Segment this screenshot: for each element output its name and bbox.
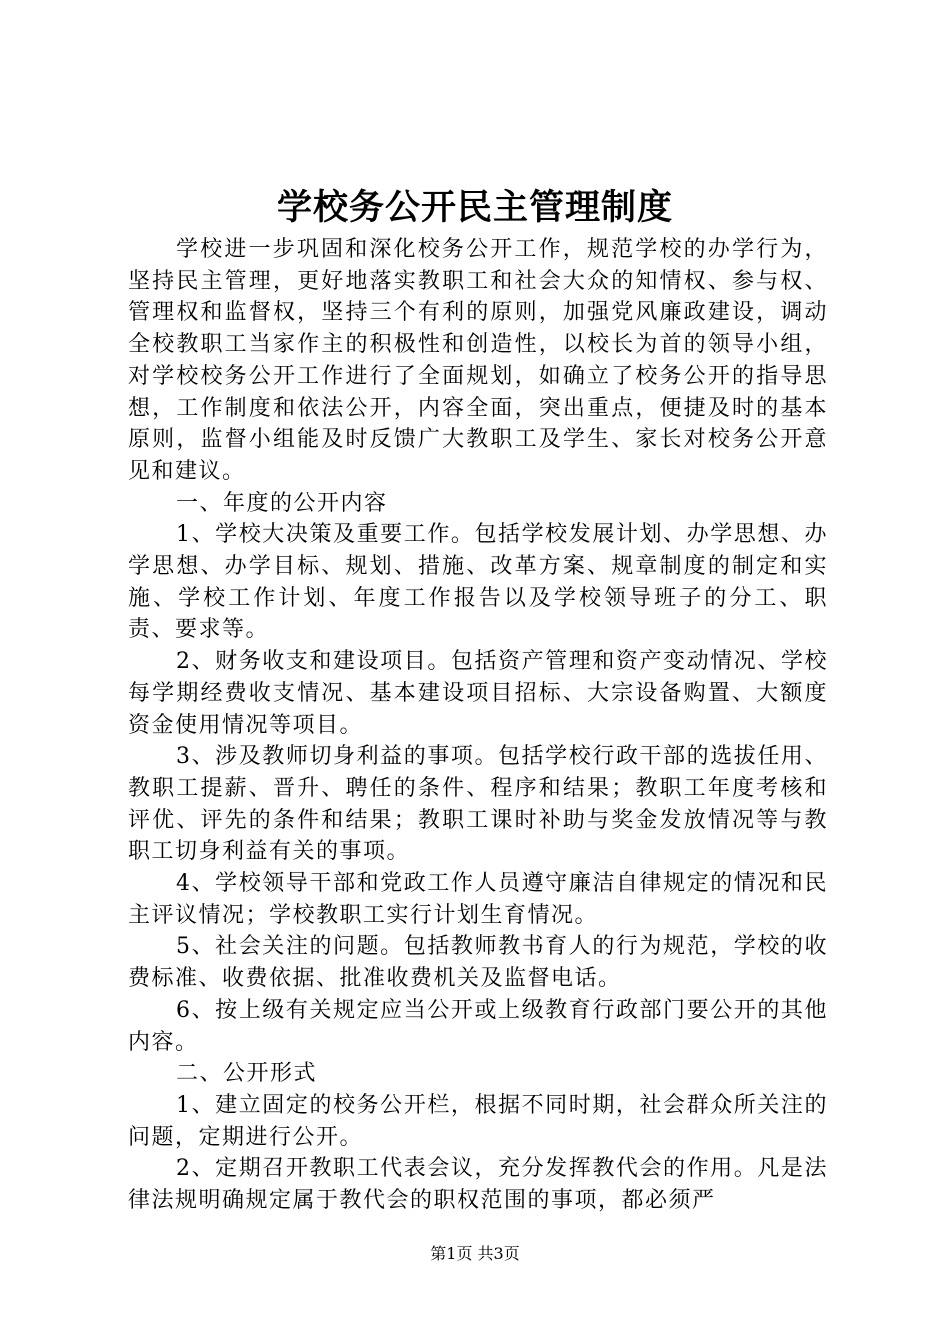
paragraph-form-1: 1、建立固定的校务公开栏，根据不同时期，社会群众所关注的问题，定期进行公开。 — [128, 1092, 828, 1150]
paragraph-item-4: 4、学校领导干部和党政工作人员遵守廉洁自律规定的情况和民主评议情况；学校教职工实行计划生育情况。 — [128, 871, 828, 928]
paragraph-item-1: 1、学校大决策及重要工作。包括学校发展计划、办学思想、办学思想、办学目标、规划、措施、改革方案、规章制度的制定和实施、学校工作计划、年度工作报告以及学校领导班子的分工、职责、要求等。 — [128, 522, 828, 643]
paragraph-item-3: 3、涉及教师切身利益的事项。包括学校行政干部的选拔任用、教职工提薪、晋升、聘任的条件、程序和结果；教职工年度考核和评优、评先的条件和结果；教职工课时补助与奖金发放情况等与教职工切身利益有关的事项。 — [128, 744, 828, 865]
paragraph-form-2: 2、定期召开教职工代表会议，充分发挥教代会的作用。凡是法律法规明确规定属于教代会的职权范围的事项，都必须严 — [128, 1156, 828, 1214]
page-number-footer: 第1页 共3页 — [430, 1244, 520, 1263]
paragraph-item-6: 6、按上级有关规定应当公开或上级教育行政部门要公开的其他内容。 — [128, 997, 828, 1055]
page-title: 学校务公开民主管理制度 — [276, 187, 673, 228]
paragraph-item-2: 2、财务收支和建设项目。包括资产管理和资产变动情况、学校每学期经费收支情况、基本建设项目招标、大宗设备购置、大额度资金使用情况等项目。 — [128, 649, 828, 738]
paragraph-item-5: 5、社会关注的问题。包括教师教书育人的行为规范，学校的收费标准、收费依据、批准收费机关及监督电话。 — [128, 934, 828, 992]
document-body — [128, 234, 828, 1217]
section-heading-1: 一、年度的公开内容 — [176, 490, 388, 516]
section-heading-2: 二、公开形式 — [176, 1061, 318, 1087]
paragraph-intro: 学校进一步巩固和深化校务公开工作，规范学校的办学行为，坚持民主管理，更好地落实教职工和社会大众的知情权、参与权、管理权和监督权，坚持三个有利的原则，加强党风廉政建设，调动全校教职工当家作主的积极性和创造性，以校长为首的领导小组，对学校校务公开工作进行了全面规划，如确立了校务公开的指导思想，工作制度和依法公开，内容全面，突出重点，便捷及时的基本原则，监督小组能及时反馈广大教职工及学生、家长对校务公开意见和建议。 — [128, 237, 828, 484]
